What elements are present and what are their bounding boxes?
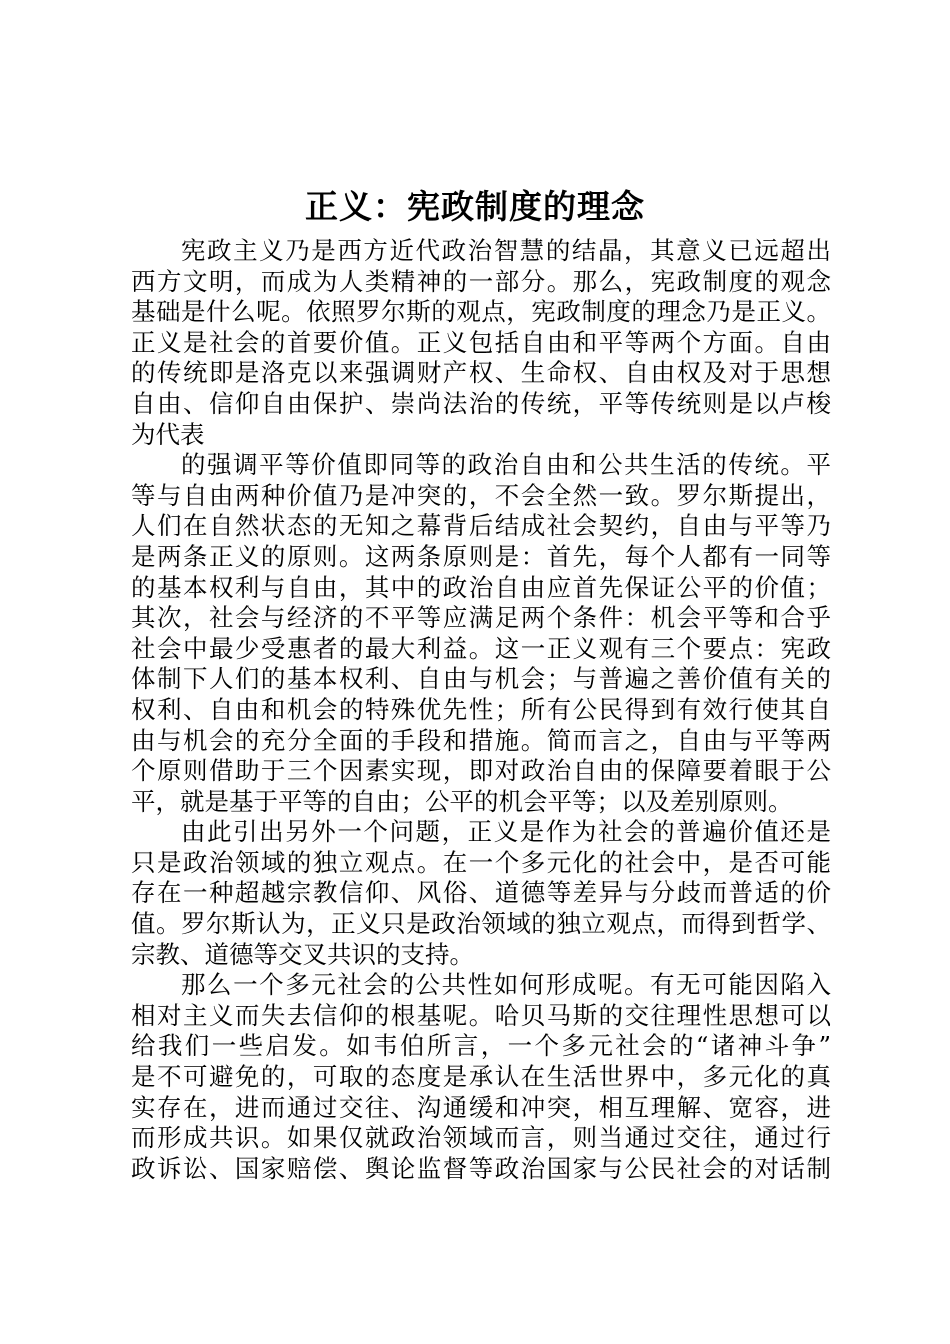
text-line: 平，就是基于平等的自由；公平的机会平等；以及差别原则。 bbox=[131, 786, 793, 816]
text-line: 存在一种超越宗教信仰、风俗、道德等差异与分歧而普适的价 bbox=[131, 878, 831, 908]
text-line: 为代表 bbox=[131, 419, 205, 449]
text-line: 正义是社会的首要价值。正义包括自由和平等两个方面。自由 bbox=[131, 327, 831, 357]
text-line: 由与机会的充分全面的手段和措施。简而言之，自由与平等两 bbox=[131, 725, 831, 755]
text-line: 相对主义而失去信仰的根基呢。哈贝马斯的交往理性思想可以 bbox=[131, 1000, 831, 1030]
text-line: 实存在，进而通过交往、沟通缓和冲突，相互理解、宽容，进 bbox=[131, 1092, 831, 1122]
text-line: 自由、信仰自由保护、崇尚法治的传统，平等传统则是以卢梭 bbox=[131, 388, 831, 418]
text-line: 个原则借助于三个因素实现，即对政治自由的保障要着眼于公 bbox=[131, 756, 831, 786]
text-line: 给我们一些启发。如韦伯所言，一个多元社会的“诸神斗争” bbox=[131, 1031, 831, 1061]
text-line: 只是政治领域的独立观点。在一个多元化的社会中，是否可能 bbox=[131, 847, 831, 877]
text-line: 的传统即是洛克以来强调财产权、生命权、自由权及对于思想 bbox=[131, 358, 831, 388]
text-line: 人们在自然状态的无知之幕背后结成社会契约，自由与平等乃 bbox=[131, 511, 831, 541]
text-line: 是两条正义的原则。这两条原则是：首先，每个人都有一同等 bbox=[131, 541, 831, 571]
document-body bbox=[131, 236, 831, 1184]
text-line: 而形成共识。如果仅就政治领域而言，则当通过交往，通过行 bbox=[131, 1123, 831, 1153]
text-line: 等与自由两种价值乃是冲突的，不会全然一致。罗尔斯提出， bbox=[131, 480, 831, 510]
text-line: 的强调平等价值即同等的政治自由和公共生活的传统。平 bbox=[181, 450, 831, 480]
text-line: 宗教、道德等交叉共识的支持。 bbox=[131, 939, 474, 969]
text-line: 是不可避免的，可取的态度是承认在生活世界中，多元化的真 bbox=[131, 1062, 831, 1092]
text-line: 基础是什么呢。依照罗尔斯的观点，宪政制度的理念乃是正义。 bbox=[131, 297, 831, 327]
document-title: 正义：宪政制度的理念 bbox=[305, 187, 645, 226]
text-line: 宪政主义乃是西方近代政治智慧的结晶，其意义已远超出 bbox=[181, 236, 831, 265]
text-line: 其次，社会与经济的不平等应满足两个条件：机会平等和合乎 bbox=[131, 603, 831, 633]
text-line: 那么一个多元社会的公共性如何形成呢。有无可能因陷入 bbox=[181, 970, 831, 1000]
text-line: 权利、自由和机会的特殊优先性；所有公民得到有效行使其自 bbox=[131, 694, 831, 724]
text-line: 体制下人们的基本权利、自由与机会；与普遍之善价值有关的 bbox=[131, 664, 831, 694]
text-line: 由此引出另外一个问题，正义是作为社会的普遍价值还是 bbox=[181, 817, 831, 847]
text-line: 社会中最少受惠者的最大利益。这一正义观有三个要点：宪政 bbox=[131, 633, 831, 663]
text-line: 政诉讼、国家赔偿、舆论监督等政治国家与公民社会的对话制 bbox=[131, 1153, 831, 1183]
text-line: 值。罗尔斯认为，正义只是政治领域的独立观点，而得到哲学、 bbox=[131, 909, 831, 939]
text-line: 西方文明，而成为人类精神的一部分。那么，宪政制度的观念 bbox=[131, 266, 831, 296]
text-line: 的基本权利与自由，其中的政治自由应首先保证公平的价值； bbox=[131, 572, 831, 602]
